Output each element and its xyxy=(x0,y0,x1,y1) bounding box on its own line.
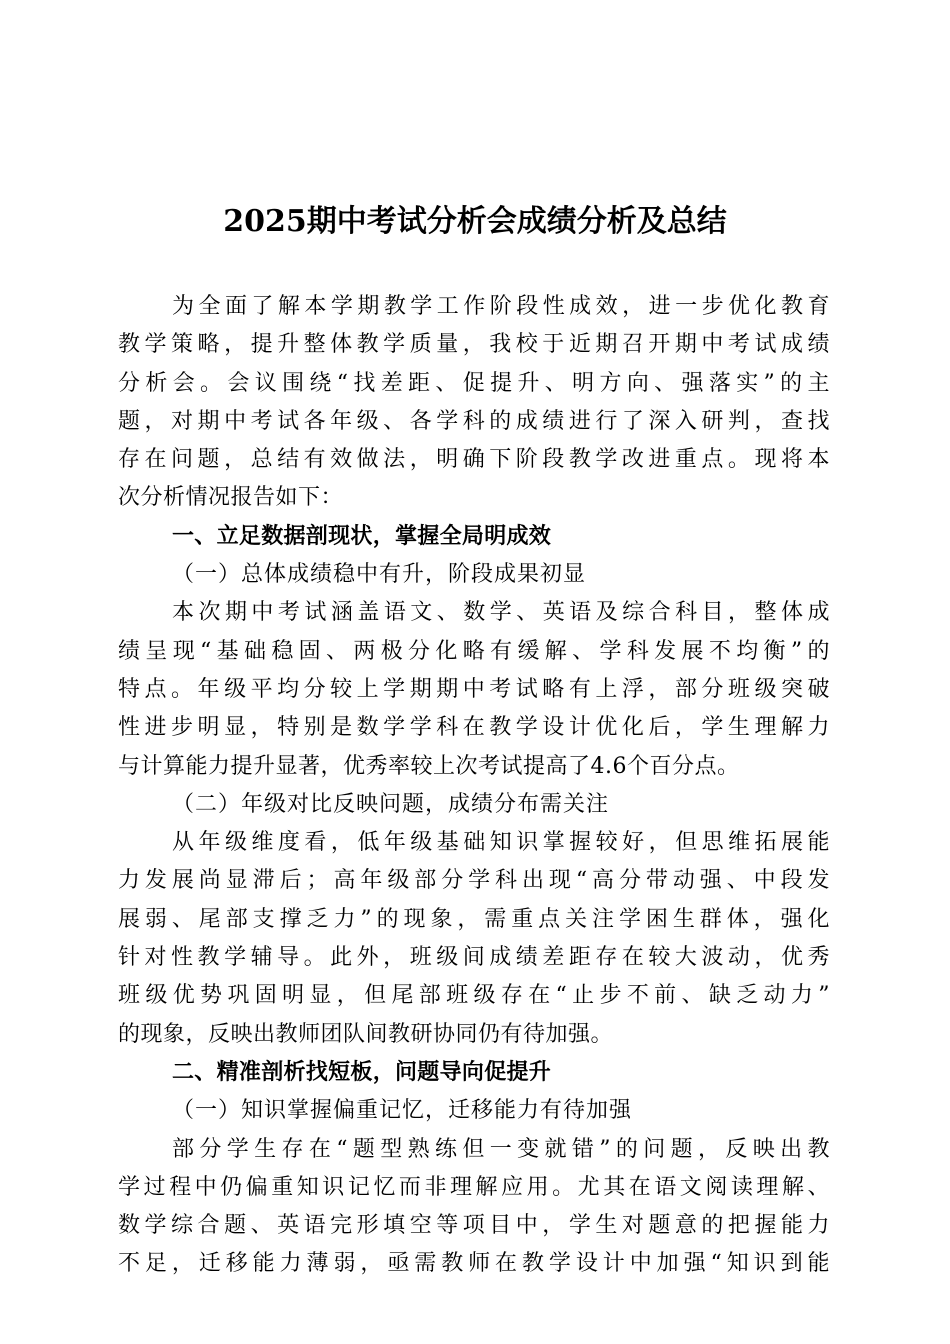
paragraph-line: 存在问题，总结有效做法，明确下阶段教学改进重点。现将本 xyxy=(118,447,830,473)
subsection-heading: （二）年级对比反映问题，成绩分布需关注 xyxy=(172,791,610,817)
paragraph-line: 特点。年级平均分较上学期期中考试略有上浮，部分班级突破 xyxy=(118,676,830,702)
paragraph-line: 从年级维度看，低年级基础知识掌握较好，但思维拓展能 xyxy=(172,830,830,856)
section-heading: 一、立足数据剖现状，掌握全局明成效 xyxy=(172,523,552,549)
paragraph-line: 分析会。会议围绕“找差距、促提升、明方向、强落实”的主 xyxy=(118,370,830,396)
paragraph-line: 题，对期中考试各年级、各学科的成绩进行了深入研判，查找 xyxy=(118,408,830,434)
subsection-heading: （一）知识掌握偏重记忆，迁移能力有待加强 xyxy=(172,1098,633,1124)
paragraph-line: 为全面了解本学期教学工作阶段性成效，进一步优化教育 xyxy=(172,294,830,319)
paragraph-line: 力发展尚显滞后；高年级部分学科出现“高分带动强、中段发 xyxy=(118,868,830,894)
paragraph-line: 不足，迁移能力薄弱，亟需教师在教学设计中加强“知识到能 xyxy=(118,1251,830,1277)
paragraph-line: 数学综合题、英语完形填空等项目中，学生对题意的把握能力 xyxy=(118,1213,830,1239)
paragraph-line: 部分学生存在“题型熟练但一变就错”的问题，反映出教 xyxy=(172,1136,830,1162)
paragraph-line: 绩呈现“基础稳固、两极分化略有缓解、学科发展不均衡”的 xyxy=(118,638,830,664)
paragraph-line: 针对性教学辅导。此外，班级间成绩差距存在较大波动，优秀 xyxy=(118,945,830,971)
paragraph-line: 的现象，反映出教师团队间教研协同仍有待加强。 xyxy=(118,1021,614,1047)
paragraph-line: 班级优势巩固明显，但尾部班级存在“止步不前、缺乏动力” xyxy=(118,983,830,1009)
document-body xyxy=(118,288,830,1284)
paragraph-line: 教学策略，提升整体教学质量，我校于近期召开期中考试成绩 xyxy=(118,332,830,358)
paragraph-line: 与计算能力提升显著，优秀率较上次考试提高了4.6个百分点。 xyxy=(118,753,740,779)
paragraph-line: 本次期中考试涵盖语文、数学、英语及综合科目，整体成 xyxy=(172,600,830,626)
paragraph-line: 次分析情况报告如下： xyxy=(118,485,344,511)
subsection-heading: （一）总体成绩稳中有升，阶段成果初显 xyxy=(172,562,587,588)
paragraph-line: 学过程中仍偏重知识记忆而非理解应用。尤其在语文阅读理解、 xyxy=(118,1174,830,1200)
paragraph-line: 性进步明显，特别是数学学科在教学设计优化后，学生理解力 xyxy=(118,715,830,741)
paragraph-line: 展弱、尾部支撑乏力”的现象，需重点关注学困生群体，强化 xyxy=(118,906,830,932)
section-heading: 二、精准剖析找短板，问题导向促提升 xyxy=(172,1059,552,1085)
document-title: 2025期中考试分析会成绩分析及总结 xyxy=(223,204,727,239)
